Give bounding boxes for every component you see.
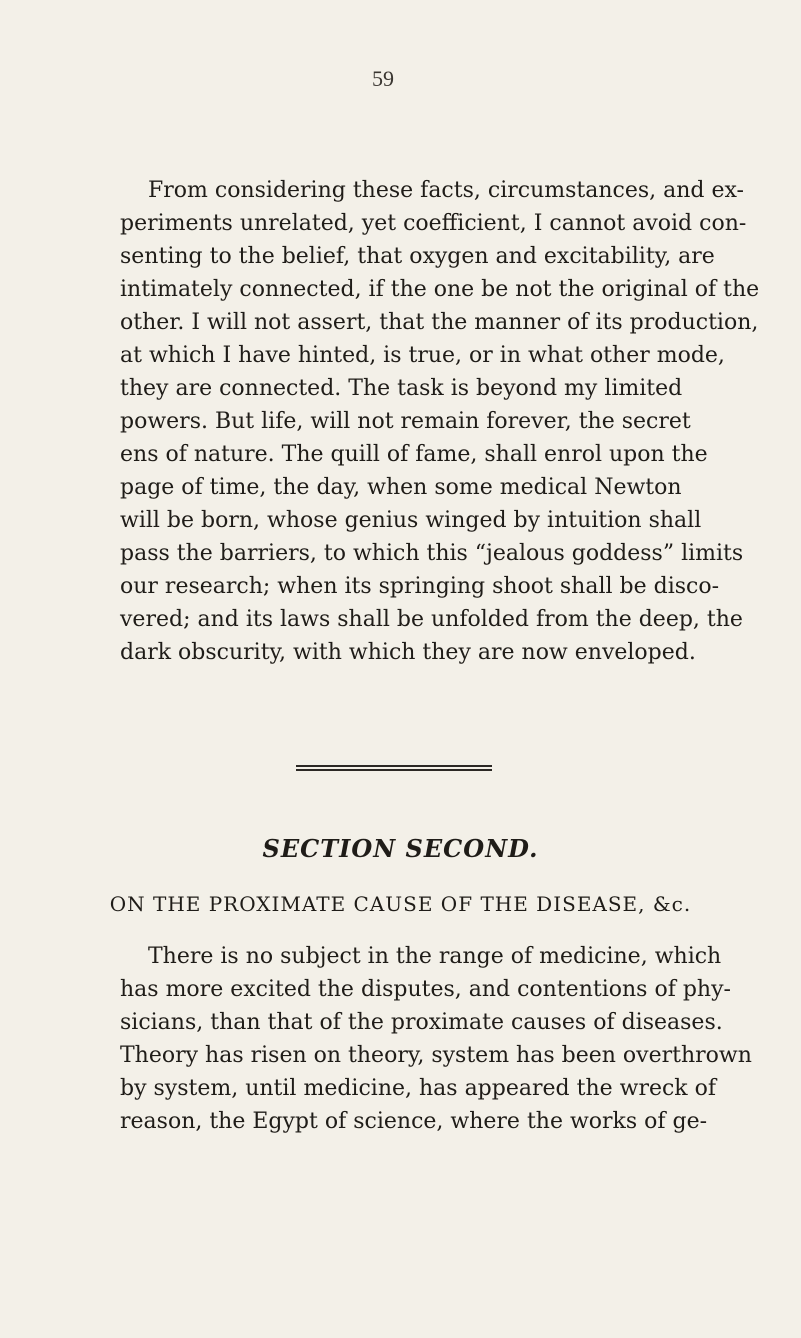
page-number: 59 bbox=[372, 66, 394, 91]
section-title: SECTION SECOND. bbox=[262, 834, 539, 863]
section-subtitle: ON THE PROXIMATE CAUSE OF THE DISEASE, &c. bbox=[109, 892, 692, 916]
book-page: 59 From considering these facts, circumstances, and ex- periments unrelated, yet coefficient, I cannot avoid con- senting to the belief, that oxygen and excitability, are intimately connected, if the one be not the original of the other. I will not assert, that the manner of its production, at which I have hinted, is true, or in what other mode, they are connected. The task is beyond my limited powers. But life, will not remain forever, the secret ens of nature. The quill of fame, shall enrol upon the page of time, the day, when some medical Newton will be born, whose genius winged by intuition shall pass the barriers, to which this “jealous goddess” limits our research; when its springing shoot shall be disco- vered; and its laws shall be unfolded from the deep, the dark obscurity, with which they are now enveloped. SECTION SECOND. ON THE PROXIMATE CAUSE OF THE DISEASE, &c. There is no subject in the range of medicine, which has more excited the disputes, and contentions of phy- sicians, than that of the proximate causes of diseases. Theory has risen on theory, system has been overthrown by system, until medicine, has appeared the wreck of reason, the Egypt of science, where the works of ge- bbox=[0, 0, 801, 1338]
section-divider-rule bbox=[296, 765, 492, 771]
